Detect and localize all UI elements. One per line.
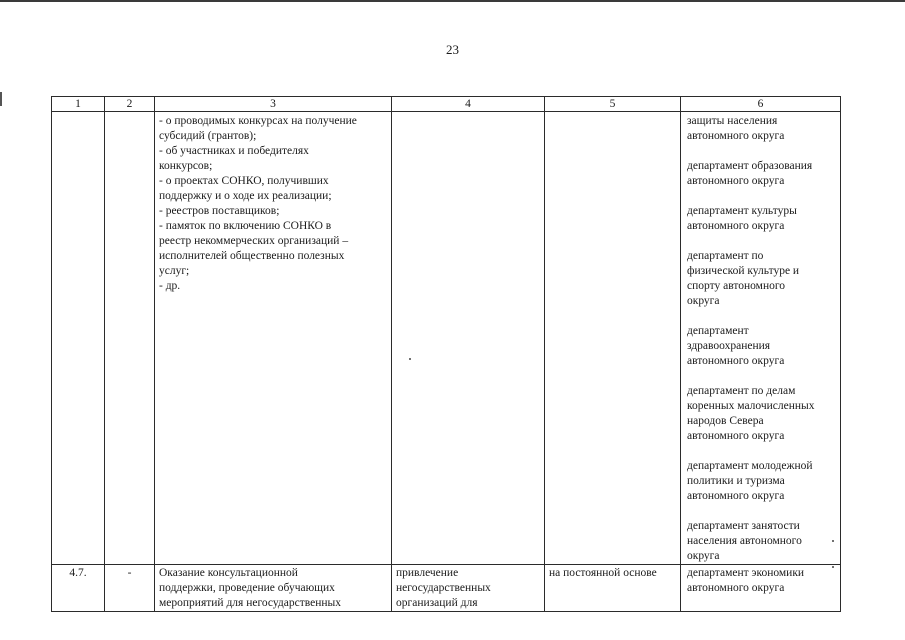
page-number: 23 (446, 42, 459, 57)
left-margin-mark (0, 92, 2, 106)
header-col-1: 1 (52, 97, 105, 112)
header-col-2: 2 (105, 97, 155, 112)
top-border-line (0, 0, 905, 2)
header-col-6: 6 (681, 97, 841, 112)
table-row (52, 112, 841, 565)
table-header-row (52, 97, 841, 112)
row1-deadline-cell (545, 112, 681, 565)
row1-col2-cell (105, 112, 155, 565)
row1-executors-cell: защиты населения автономного округа департамент образования автономного округа департамент культуры автономного округа департамент по физической культуре и спорту автономного округа департамент здравоохранения автономного округа департамент по делам коренных малочисленных народов Севера автономного округа департамент молодежной политики и туризма автономного округа департамент занятости населения автономного округа (681, 112, 841, 565)
row1-description-cell: - о проводимых конкурсах на получение субсидий (грантов); - об участниках и победителях конкурсов; - о проектах СОНКО, получивших поддержку и о ходе их реализации; - реестров поставщиков; - памяток по включению СОНКО в реестр некоммерческих организаций – исполнителей общественно полезных услуг; - др. (155, 112, 392, 565)
row2-number-cell: 4.7. (52, 565, 105, 612)
row2-deadline-cell: на постоянной основе (545, 565, 681, 612)
scan-speck (832, 566, 834, 568)
header-col-4: 4 (392, 97, 545, 112)
row2-executors-cell: департамент экономики автономного округа (681, 565, 841, 612)
row2-description-cell: Оказание консультационной поддержки, проведение обучающих мероприятий для негосударственных (155, 565, 392, 612)
row1-col4-cell (392, 112, 545, 565)
row2-col4-cell: привлечение негосударственных организаций для (392, 565, 545, 612)
table-row (52, 565, 841, 612)
header-col-3: 3 (155, 97, 392, 112)
document-table (51, 96, 841, 612)
scan-speck (832, 540, 834, 542)
header-col-5: 5 (545, 97, 681, 112)
scan-speck (409, 358, 411, 360)
row2-col2-cell: - (105, 565, 155, 612)
row1-number-cell (52, 112, 105, 565)
